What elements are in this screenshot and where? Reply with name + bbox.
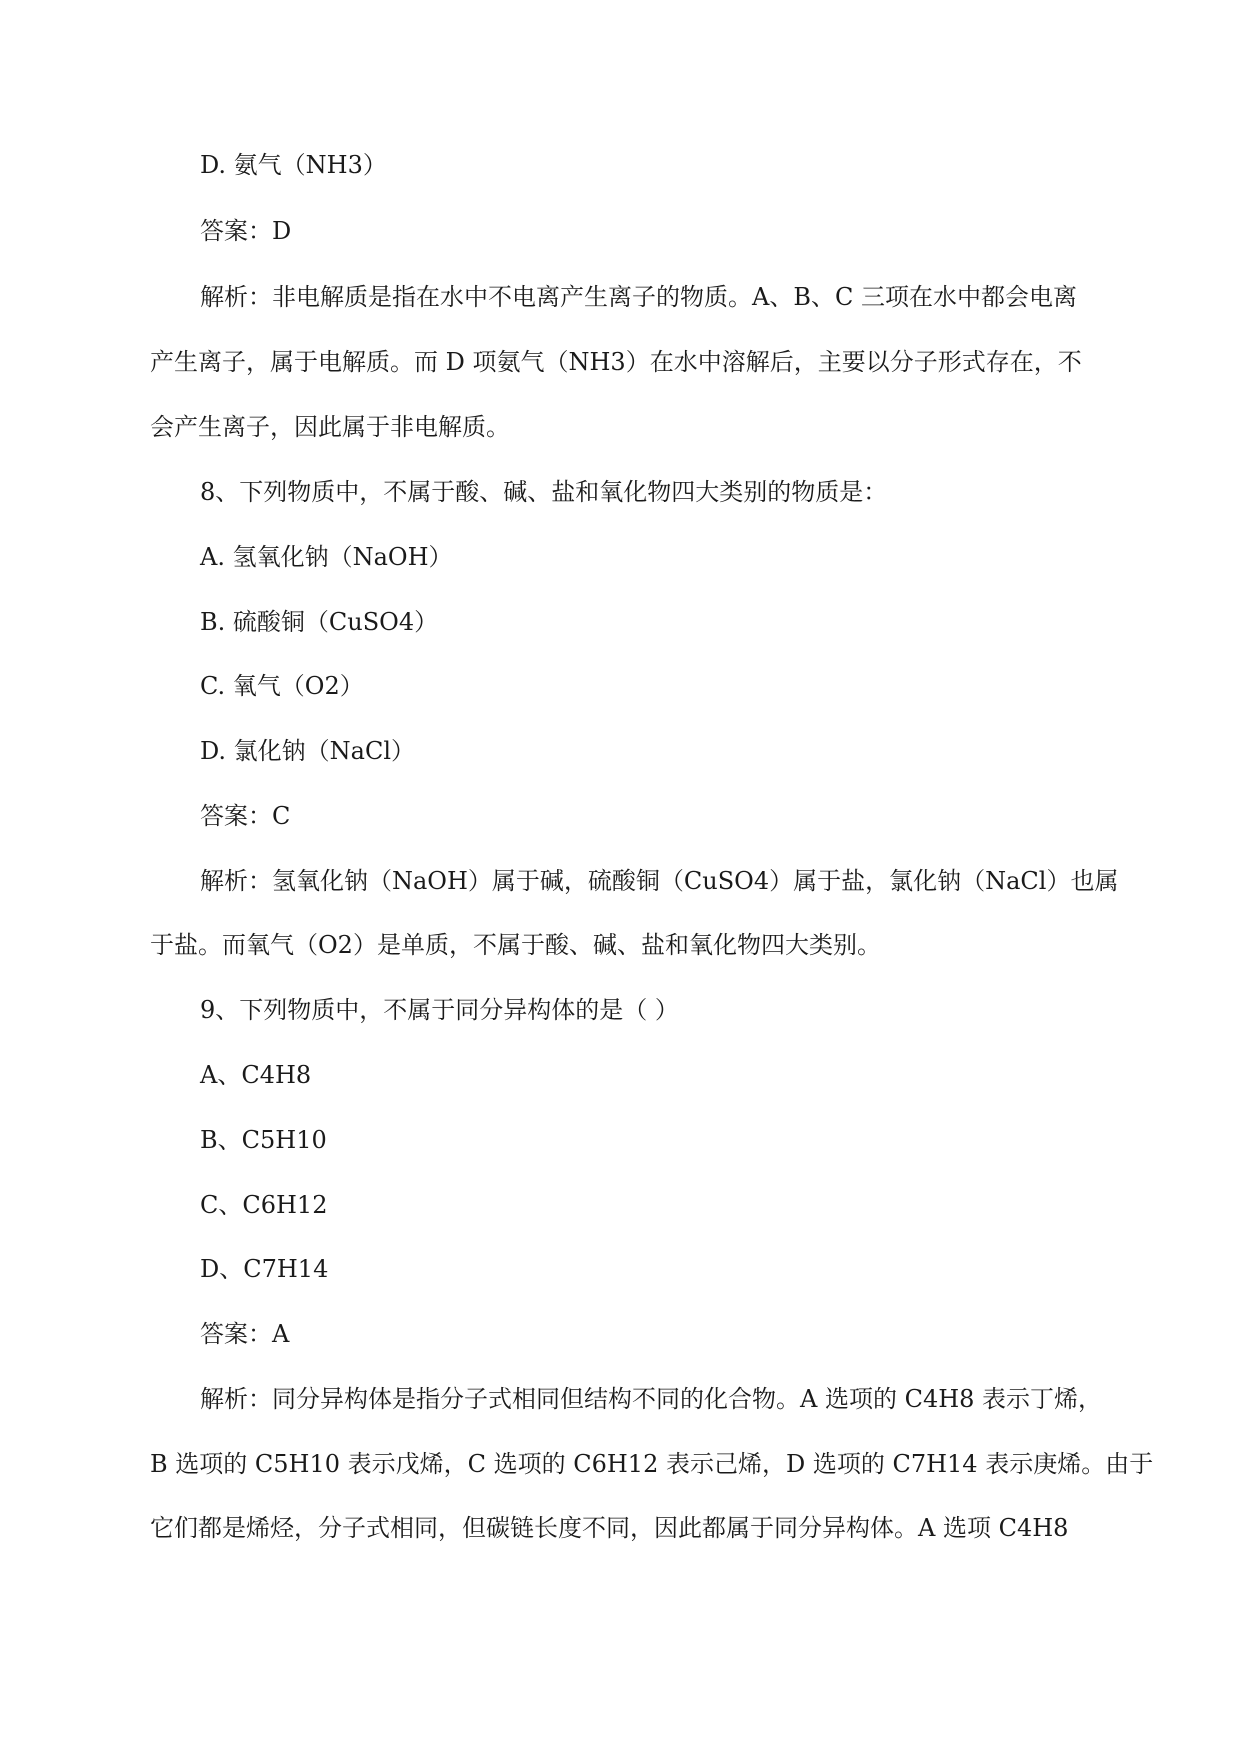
q8-answer: 答案：C <box>200 802 291 830</box>
q9-option-c: C、C6H12 <box>200 1191 328 1219</box>
q8-option-d: D. 氯化钠（NaCl） <box>200 737 415 765</box>
q8-option-a: A. 氢氧化钠（NaOH） <box>200 543 453 571</box>
q7-answer: 答案：D <box>200 217 292 245</box>
q9-option-b: B、C5H10 <box>200 1126 327 1154</box>
q8-question: 8、下列物质中，不属于酸、碱、盐和氧化物四大类别的物质是： <box>200 478 888 506</box>
q8-option-b: B. 硫酸铜（CuSO4） <box>200 608 439 636</box>
q9-analysis-line-1: 解析：同分异构体是指分子式相同但结构不同的化合物。A 选项的 C4H8 表示丁烯， <box>200 1385 1103 1413</box>
q9-option-d: D、C7H14 <box>200 1255 329 1283</box>
q9-option-a: A、C4H8 <box>200 1061 312 1089</box>
q7-option-d: D. 氨气（NH3） <box>200 151 387 179</box>
q9-analysis-line-3: 它们都是烯烃，分子式相同，但碳链长度不同，因此都属于同分异构体。A 选项 C4H8 <box>150 1514 1069 1542</box>
q9-answer: 答案：A <box>200 1320 290 1348</box>
q8-option-c: C. 氧气（O2） <box>200 672 364 700</box>
q9-analysis-line-2: B 选项的 C5H10 表示戊烯，C 选项的 C6H12 表示己烯，D 选项的 C7H14 表示庚烯。由于 <box>150 1450 1154 1478</box>
q7-analysis-line-1: 解析：非电解质是指在水中不电离产生离子的物质。A、B、C 三项在水中都会电离 <box>200 283 1077 311</box>
q8-analysis-line-1: 解析：氢氧化钠（NaOH）属于碱，硫酸铜（CuSO4）属于盐，氯化钠（NaCl）也属 <box>200 867 1119 895</box>
q9-question: 9、下列物质中，不属于同分异构体的是（ ） <box>200 996 679 1024</box>
q8-analysis-line-2: 于盐。而氧气（O2）是单质，不属于酸、碱、盐和氧化物四大类别。 <box>150 931 881 959</box>
q7-analysis-line-2: 产生离子，属于电解质。而 D 项氨气（NH3）在水中溶解后，主要以分子形式存在，不 <box>150 348 1082 376</box>
q7-analysis-line-3: 会产生离子，因此属于非电解质。 <box>150 413 510 441</box>
